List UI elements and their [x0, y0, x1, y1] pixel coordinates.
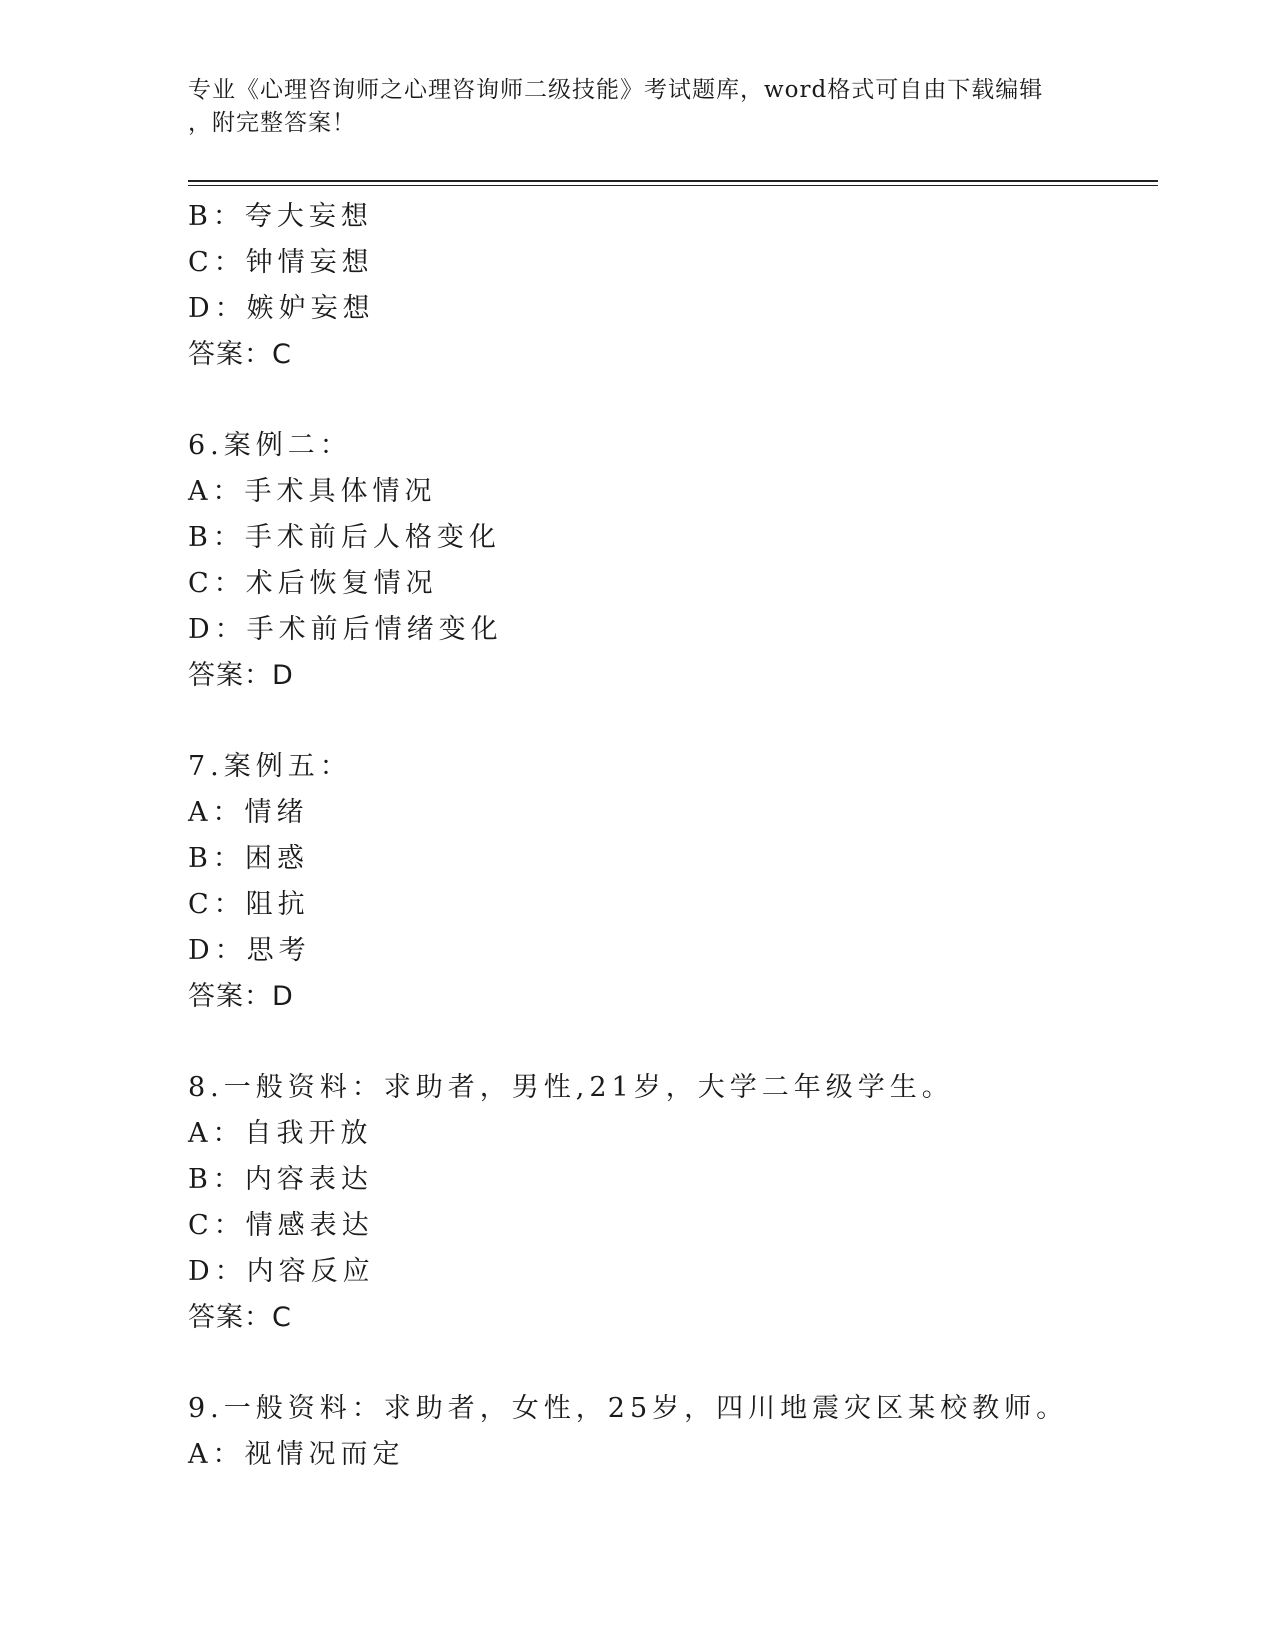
question-text: 9.一般资料：求助者，女性，25岁，四川地震灾区某校教师。	[188, 1393, 1069, 1424]
option-a: A：情绪	[188, 797, 309, 828]
answer-line: 答案：D	[188, 660, 294, 691]
header-title-line-2: ，附完整答案！	[188, 110, 356, 136]
option-b: B：手术前后人格变化	[188, 522, 501, 553]
question-7	[188, 744, 1148, 1020]
question-6	[188, 423, 1148, 699]
option-b: B：夸大妄想	[188, 201, 373, 232]
spacer	[188, 378, 1148, 423]
option-a: A：手术具体情况	[188, 476, 437, 507]
question-5-tail	[188, 194, 1148, 378]
option-b: B：困惑	[188, 843, 309, 874]
option-d: D：内容反应	[188, 1256, 375, 1287]
header-rule-thin	[188, 185, 1158, 186]
question-text: 7.案例五：	[188, 751, 352, 782]
option-d: D：思考	[188, 935, 311, 966]
question-text: 6.案例二：	[188, 430, 352, 461]
option-d: D：手术前后情绪变化	[188, 614, 503, 645]
option-c: C：阻抗	[188, 889, 310, 920]
option-a: A：自我开放	[188, 1118, 373, 1149]
document-header	[188, 74, 1088, 140]
question-text: 8.一般资料：求助者，男性,21岁，大学二年级学生。	[188, 1072, 954, 1103]
option-c: C：术后恢复情况	[188, 568, 438, 599]
spacer	[188, 1341, 1148, 1386]
question-8	[188, 1065, 1148, 1341]
option-b: B：内容表达	[188, 1164, 373, 1195]
question-list	[188, 194, 1148, 1478]
option-c: C：钟情妄想	[188, 247, 374, 278]
header-rule-thick	[188, 180, 1158, 182]
answer-line: 答案：C	[188, 339, 292, 370]
answer-line: 答案：C	[188, 1302, 292, 1333]
question-9	[188, 1386, 1148, 1478]
header-title-line-1: 专业《心理咨询师之心理咨询师二级技能》考试题库，word格式可自由下载编辑	[188, 77, 1044, 103]
option-d: D：嫉妒妄想	[188, 293, 375, 324]
spacer	[188, 1020, 1148, 1065]
spacer	[188, 699, 1148, 744]
option-c: C：情感表达	[188, 1210, 374, 1241]
answer-line: 答案：D	[188, 981, 294, 1012]
option-a: A：视情况而定	[188, 1439, 405, 1470]
